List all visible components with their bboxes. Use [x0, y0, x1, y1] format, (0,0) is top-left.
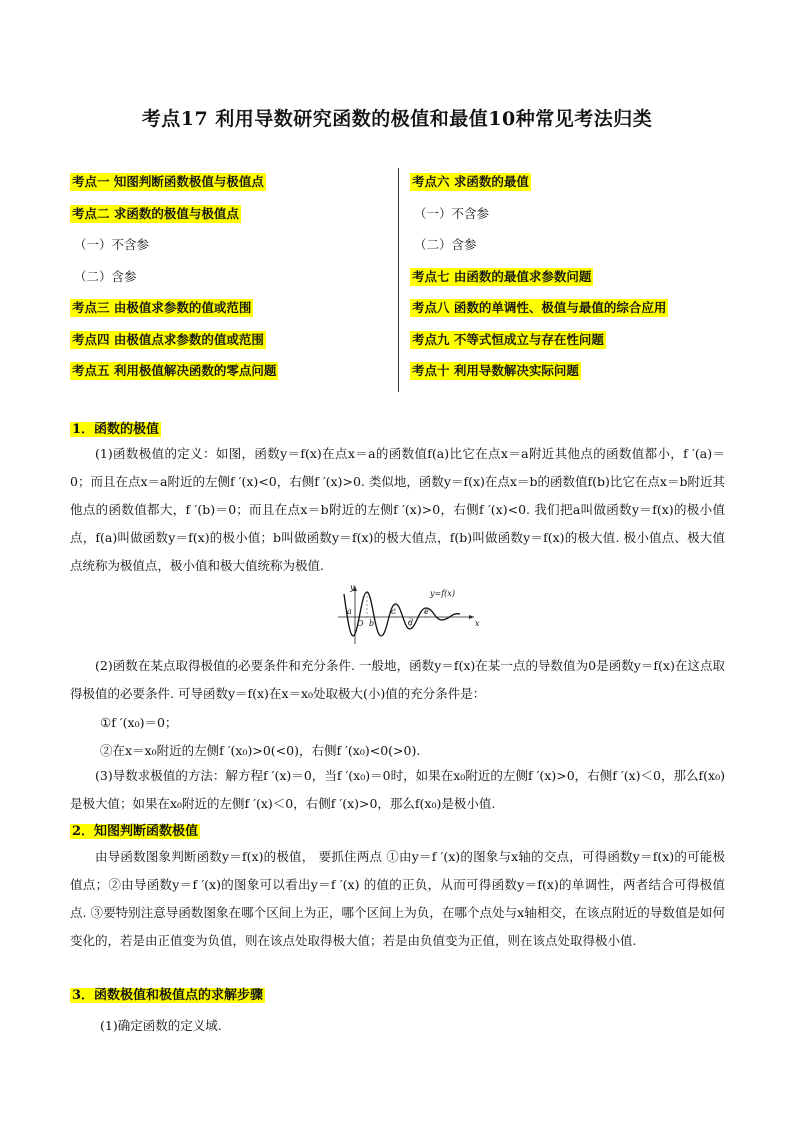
toc-left [70, 166, 390, 387]
section-heading-3: 3．函数极值和极值点的求解步骤 [72, 988, 264, 1003]
point-c-label: c [391, 607, 396, 616]
toc-subitem[interactable]: （二）含参 [414, 237, 477, 252]
paragraph-extremum-method: (3)导数求极值的方法：解方程f ′(x)＝0，当f ′(x₀)＝0时，如果在x₀附近的左侧f ′(x)>0，右侧f ′(x)＜0，那么f(x₀)是极大值；如果在x₀附近的左侧f ′(x)＜0，右侧f ′(x)>0，那么f(x₀)是极小值. [70, 768, 725, 811]
point-d-label: d [408, 618, 414, 627]
toc-item[interactable]: 考点七 由函数的最值求参数问题 [412, 268, 592, 284]
origin-label: O [357, 619, 364, 628]
section-heading-1: 1．函数的极值 [72, 422, 160, 437]
paragraph-extremum-conditions: (2)函数在某点取得极值的必要条件和充分条件. 一般地，函数y＝f(x)在某一点的导数值为0是函数y＝f(x)在这点取得极值的必要条件. 可导函数y＝f(x)在x＝x₀处取极大(小)值的充分条件是： [70, 658, 725, 701]
point-e-label: e [424, 607, 429, 616]
section-heading-2: 2．知图判断函数极值 [72, 824, 199, 839]
condition-1: ①f ′(x₀)＝0； [100, 715, 178, 730]
function-graph-figure [334, 584, 484, 646]
condition-2: ②在x＝x₀附近的左侧f ′(x₀)>0(<0)，右侧f ′(x₀)<0(>0). [100, 743, 421, 758]
toc-item[interactable]: 考点六 求函数的最值 [412, 174, 529, 189]
point-b-label: b [369, 619, 375, 628]
toc-item[interactable]: 考点三 由极值求参数的值或范围 [72, 300, 252, 315]
toc-item[interactable]: 考点十 利用导数解决实际问题 [412, 363, 579, 378]
toc-item[interactable]: 考点四 由极值点求参数的值或范围 [72, 331, 264, 347]
step-1: (1)确定函数的定义域. [100, 1018, 222, 1033]
toc-item[interactable]: 考点九 不等式恒成立与存在性问题 [412, 331, 604, 347]
paragraph-graph-judgement: 由导函数图象判断函数y＝f(x)的极值， 要抓住两点 ①由y＝f ′(x)的图象与x轴的交点，可得函数y＝f(x)的可能极值点；②由导函数y＝f ′(x)的图象可以看出y＝f ′(x) 的值的正负，从而可得函数y＝f(x)的单调性，两者结合可得极值点. ③要特别注意导函数图象在哪个区间上为正，哪个区间上为负，在哪个点处与x轴相交，在该点附近的导数值是如何变化的，若是由正值变为负值，则在该点处取得极大值；若是由负值变为正值，则在该点处取得极小值. [70, 849, 725, 948]
toc-subitem[interactable]: （一）不含参 [414, 205, 490, 221]
toc-right [410, 166, 730, 387]
x-axis-label: x [475, 619, 480, 628]
point-a-label: a [347, 607, 352, 616]
curve-label: y=f(x) [430, 589, 455, 598]
toc-subitem[interactable]: （一）不含参 [74, 237, 150, 252]
toc-item[interactable]: 考点一 知图判断函数极值与极值点 [72, 174, 264, 189]
toc-item[interactable]: 考点二 求函数的极值与极值点 [72, 205, 239, 221]
paragraph-extremum-definition: (1)函数极值的定义：如图，函数y＝f(x)在点x＝a的函数值f(a)比它在点x＝a附近其他点的函数值都小，f ′(a)＝0；而且在点x＝a附近的左侧f ′(x)<0，右侧f ′(x)>0. 类似地，函数y＝f(x)在点x＝b的函数值f(b)比它在点x＝b附近其他点的函数值都大，f ′(b)＝0；而且在点x＝b附近的左侧f ′(x)>0，右侧f ′(x)<0. 我们把a叫做函数y＝f(x)的极小值点，f(a)叫做函数y＝f(x)的极小值；b叫做函数y＝f(x)的极大值点，f(b)叫做函数y＝f(x)的极大值. 极小值点、极大值点统称为极值点，极小值和极大值统称为极值. [70, 446, 725, 573]
toc-subitem[interactable]: （二）含参 [74, 268, 137, 284]
y-axis-label: y [350, 584, 355, 592]
function-curve [344, 592, 460, 636]
toc-item[interactable]: 考点五 利用极值解决函数的零点问题 [72, 363, 277, 378]
page-title: 考点17 利用导数研究函数的极值和最值10种常见考法归类 [141, 108, 653, 130]
toc-divider [398, 168, 399, 392]
toc-item[interactable]: 考点八 函数的单调性、极值与最值的综合应用 [412, 300, 667, 315]
